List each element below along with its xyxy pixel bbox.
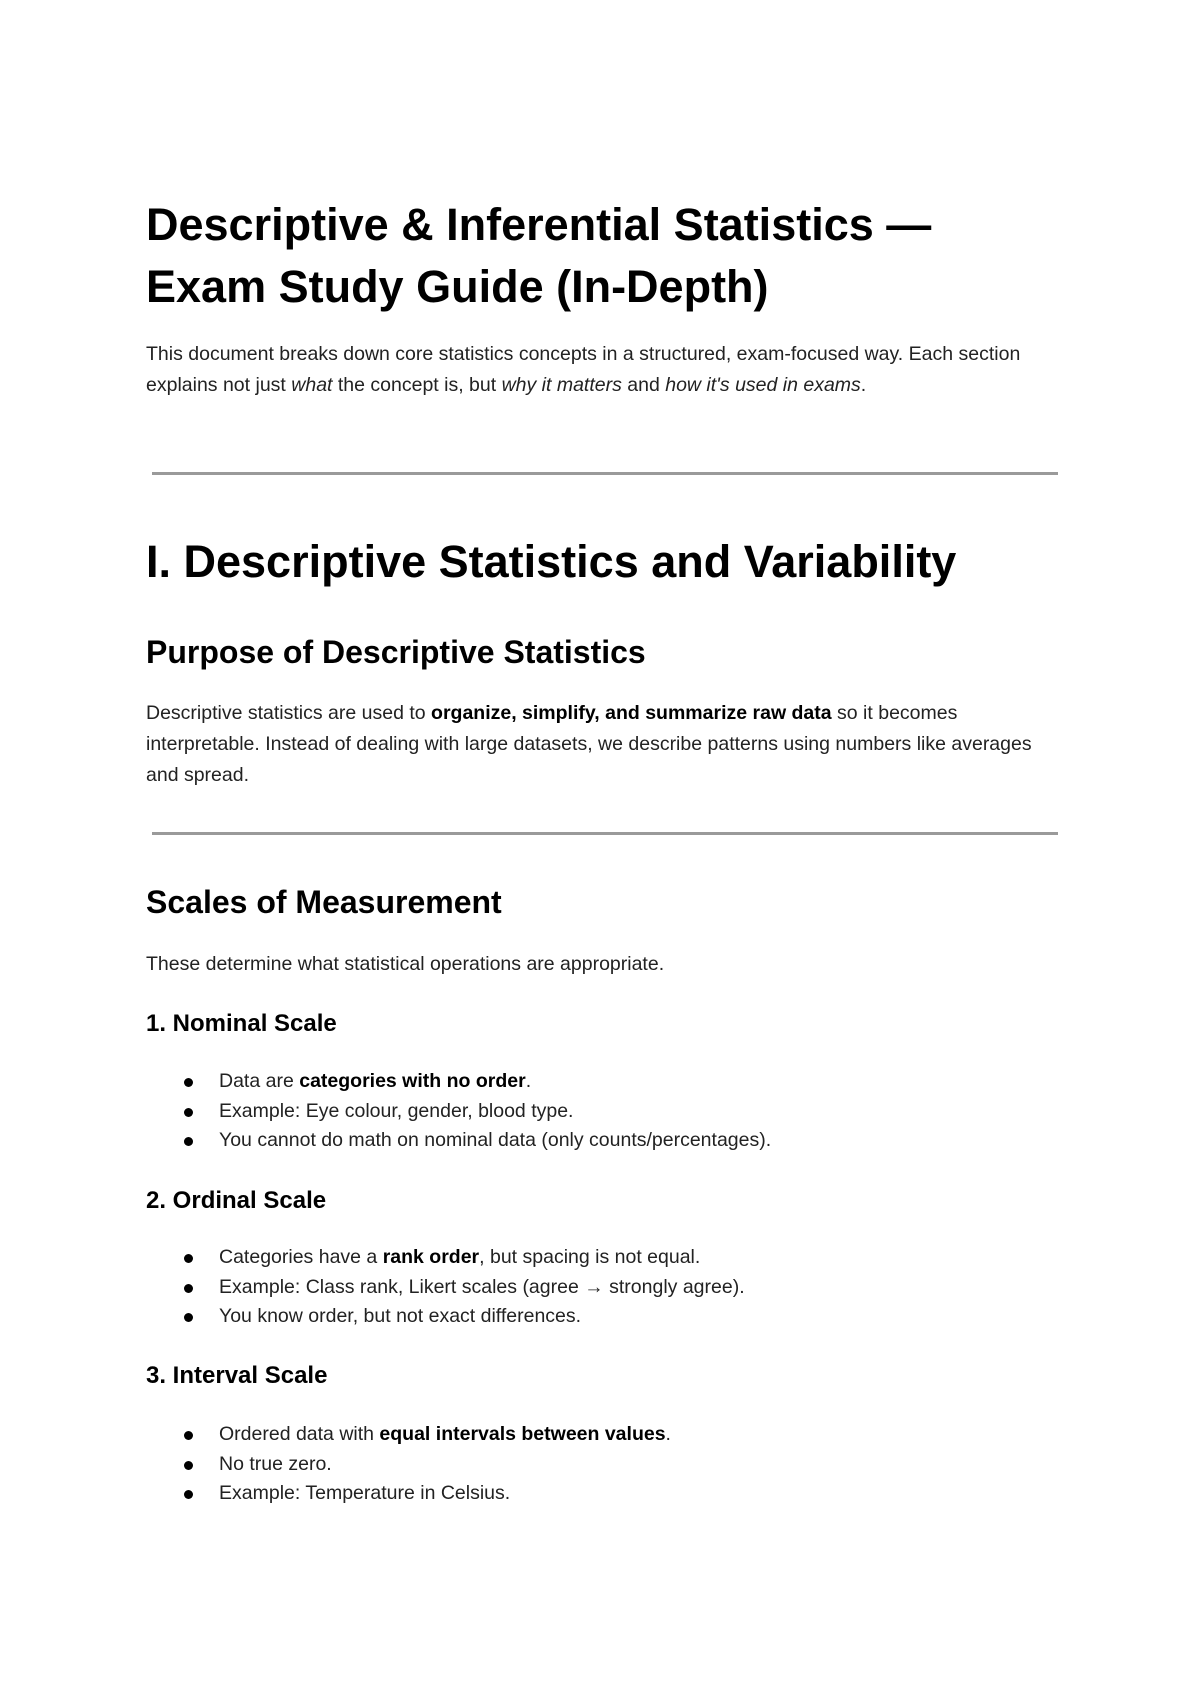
ordinal-scale-heading: 2. Ordinal Scale (146, 1187, 327, 1214)
bullet-icon (184, 1313, 193, 1322)
subsection-heading-scales: Scales of Measurement (146, 884, 502, 920)
bullet-icon (184, 1137, 193, 1146)
list-item-text: . (665, 1423, 671, 1445)
nominal-scale-heading: 1. Nominal Scale (146, 1010, 337, 1037)
list-item-text: Example: Temperature in Celsius. (219, 1482, 511, 1504)
document-title (146, 194, 1056, 318)
bullet-icon (184, 1108, 193, 1117)
intro-text-2: the concept is, but (332, 374, 502, 396)
subsection-heading-purpose: Purpose of Descriptive Statistics (146, 634, 646, 670)
intro-emphasis-how: how it's used in exams (665, 374, 861, 396)
list-item (146, 1420, 1046, 1450)
intro-paragraph (146, 339, 1046, 401)
document-title-line-2: Exam Study Guide (In-Depth) (146, 261, 769, 312)
list-item (146, 1302, 1046, 1332)
horizontal-divider (152, 832, 1058, 835)
purpose-text-1: Descriptive statistics are used to (146, 702, 432, 724)
interval-scale-list (146, 1420, 1046, 1509)
bullet-icon (184, 1078, 193, 1087)
list-item-text: Example: Class rank, Likert scales (agree → strongly agree). (219, 1275, 745, 1298)
list-item-bold-text: rank order (382, 1246, 480, 1268)
nominal-scale-list (146, 1067, 1046, 1156)
intro-emphasis-what: what (291, 374, 333, 396)
bullet-icon (184, 1461, 193, 1470)
list-item-text: . (525, 1070, 532, 1092)
document-title-line-1: Descriptive & Inferential Statistics — (146, 199, 932, 250)
bullet-icon (184, 1284, 193, 1293)
list-item-text: You cannot do math on nominal data (only counts/percentages). (219, 1129, 772, 1151)
list-item (146, 1273, 1046, 1303)
list-item-bold-text: equal intervals between values (379, 1423, 666, 1445)
list-item-text: Example: Eye colour, gender, blood type. (219, 1099, 574, 1122)
intro-emphasis-why: why it matters (501, 374, 622, 396)
list-item-text: Categories have a (219, 1246, 383, 1268)
list-item-text: Data are (219, 1070, 300, 1092)
bullet-icon (184, 1431, 193, 1440)
list-item-text: , but spacing is not equal. (479, 1246, 701, 1268)
list-item (146, 1450, 1046, 1480)
intro-text-3: and (621, 374, 666, 396)
list-item-text: Ordered data with (219, 1423, 380, 1445)
intro-text-1: This document breaks down core statistics concepts in a structured, exam-focused way. Each section explains not just (146, 343, 1021, 396)
list-item-text: No true zero. (219, 1452, 332, 1475)
list-item (146, 1479, 1046, 1509)
bullet-icon (184, 1490, 193, 1499)
section-heading: I. Descriptive Statistics and Variability (146, 536, 957, 587)
bullet-icon (184, 1254, 193, 1263)
list-item-bold-text: categories with no order (299, 1070, 526, 1092)
interval-scale-heading: 3. Interval Scale (146, 1362, 328, 1389)
list-item (146, 1097, 1046, 1127)
ordinal-scale-list (146, 1243, 1046, 1332)
list-item (146, 1126, 1046, 1156)
purpose-text-2: so it becomes interpretable. Instead of dealing with large datasets, we describe patterns using numbers like averages and spread. (146, 702, 1032, 786)
purpose-paragraph (146, 698, 1046, 791)
horizontal-divider (152, 472, 1058, 475)
list-item-text: You know order, but not exact differences. (219, 1305, 582, 1327)
intro-text-4: . (860, 374, 867, 396)
list-item (146, 1243, 1046, 1273)
scales-intro-paragraph: These determine what statistical operations are appropriate. (146, 953, 665, 975)
purpose-bold-text: organize, simplify, and summarize raw data (431, 702, 832, 724)
list-item (146, 1067, 1046, 1097)
